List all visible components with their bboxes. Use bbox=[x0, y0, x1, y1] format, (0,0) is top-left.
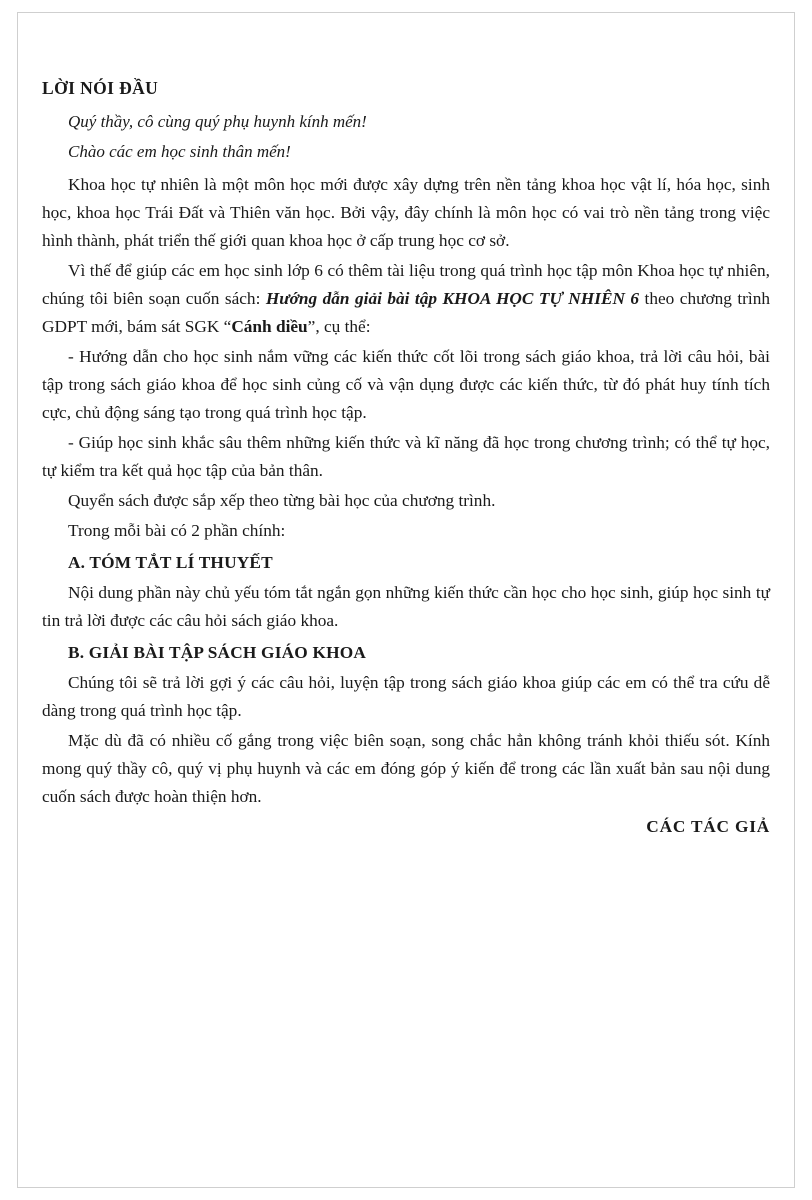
greeting-line-2: Chào các em học sinh thân mến! bbox=[68, 141, 291, 161]
purpose-text-after: ”, cụ thể: bbox=[307, 317, 371, 337]
section-b-body: Chúng tôi sẽ trả lời gợi ý các câu hỏi, luyện tập trong sách giáo khoa giúp các em có thể tra cứu dễ dàng trong quá trình học tập. bbox=[42, 672, 770, 720]
section-a-title: A. TÓM TẮT LÍ THUYẾT bbox=[68, 553, 273, 573]
section-a-body: Nội dung phần này chủ yếu tóm tắt ngắn gọn những kiến thức cần học cho học sinh, giúp học sinh tự tin trả lời được các câu hỏi sách giáo khoa. bbox=[42, 582, 770, 630]
page-title: LỜI NÓI ĐẦU bbox=[42, 78, 159, 98]
structure-paragraph-2: Trong mỗi bài có 2 phần chính: bbox=[68, 521, 286, 541]
authors-signature: CÁC TÁC GIẢ bbox=[646, 816, 770, 836]
intro-paragraph: Khoa học tự nhiên là một môn học mới được xây dựng trên nền tảng khoa học vật lí, hóa học, sinh học, khoa học Trái Đất và Thiên văn học. Bởi vậy, đây chính là môn học có vai trò nền tảng trong việc hình thành, phát triển thế giới quan khoa học ở cấp trung học cơ sở. bbox=[42, 175, 770, 251]
purpose-paragraph bbox=[42, 257, 770, 341]
bullet-paragraph-2: - Giúp học sinh khắc sâu thêm những kiến thức và kĩ năng đã học trong chương trình; có thể tự học, tự kiểm tra kết quả học tập của bản thân. bbox=[42, 433, 770, 481]
greeting-line-1: Quý thầy, cô cùng quý phụ huynh kính mến! bbox=[68, 111, 367, 131]
book-title-emphasis: Hướng dẫn giải bài tập KHOA HỌC TỰ NHIÊN 6 bbox=[265, 289, 640, 309]
bullet-paragraph-1: - Hướng dẫn cho học sinh nắm vững các kiến thức cốt lõi trong sách giáo khoa, trả lời câu hỏi, bài tập trong sách giáo khoa để học sinh củng cố và vận dụng được các kiến thức, từ đó phát huy tính tích cực, chủ động sáng tạo trong quá trình học tập. bbox=[42, 347, 770, 423]
purpose-text-before: Vì thế để giúp các em học sinh lớp 6 có thêm tài liệu trong quá trình học tập môn Khoa học tự nhiên, chúng tôi biên soạn cuốn sách: bbox=[42, 261, 770, 309]
section-b-title: B. GIẢI BÀI TẬP SÁCH GIÁO KHOA bbox=[68, 642, 367, 662]
structure-paragraph-1: Quyển sách được sắp xếp theo từng bài học của chương trình. bbox=[68, 491, 496, 511]
series-name-emphasis: Cánh diều bbox=[231, 317, 308, 337]
closing-paragraph: Mặc dù đã có nhiều cố gắng trong việc biên soạn, song chắc hẳn không tránh khỏi thiếu sót. Kính mong quý thầy cô, quý vị phụ huynh và các em đóng góp ý kiến để trong các lần xuất bản sau nội dung cuốn sách được hoàn thiện hơn. bbox=[42, 730, 770, 806]
purpose-text-middle: theo chương trình GDPT mới, bám sát SGK “ bbox=[42, 289, 770, 337]
page-content bbox=[42, 78, 770, 840]
